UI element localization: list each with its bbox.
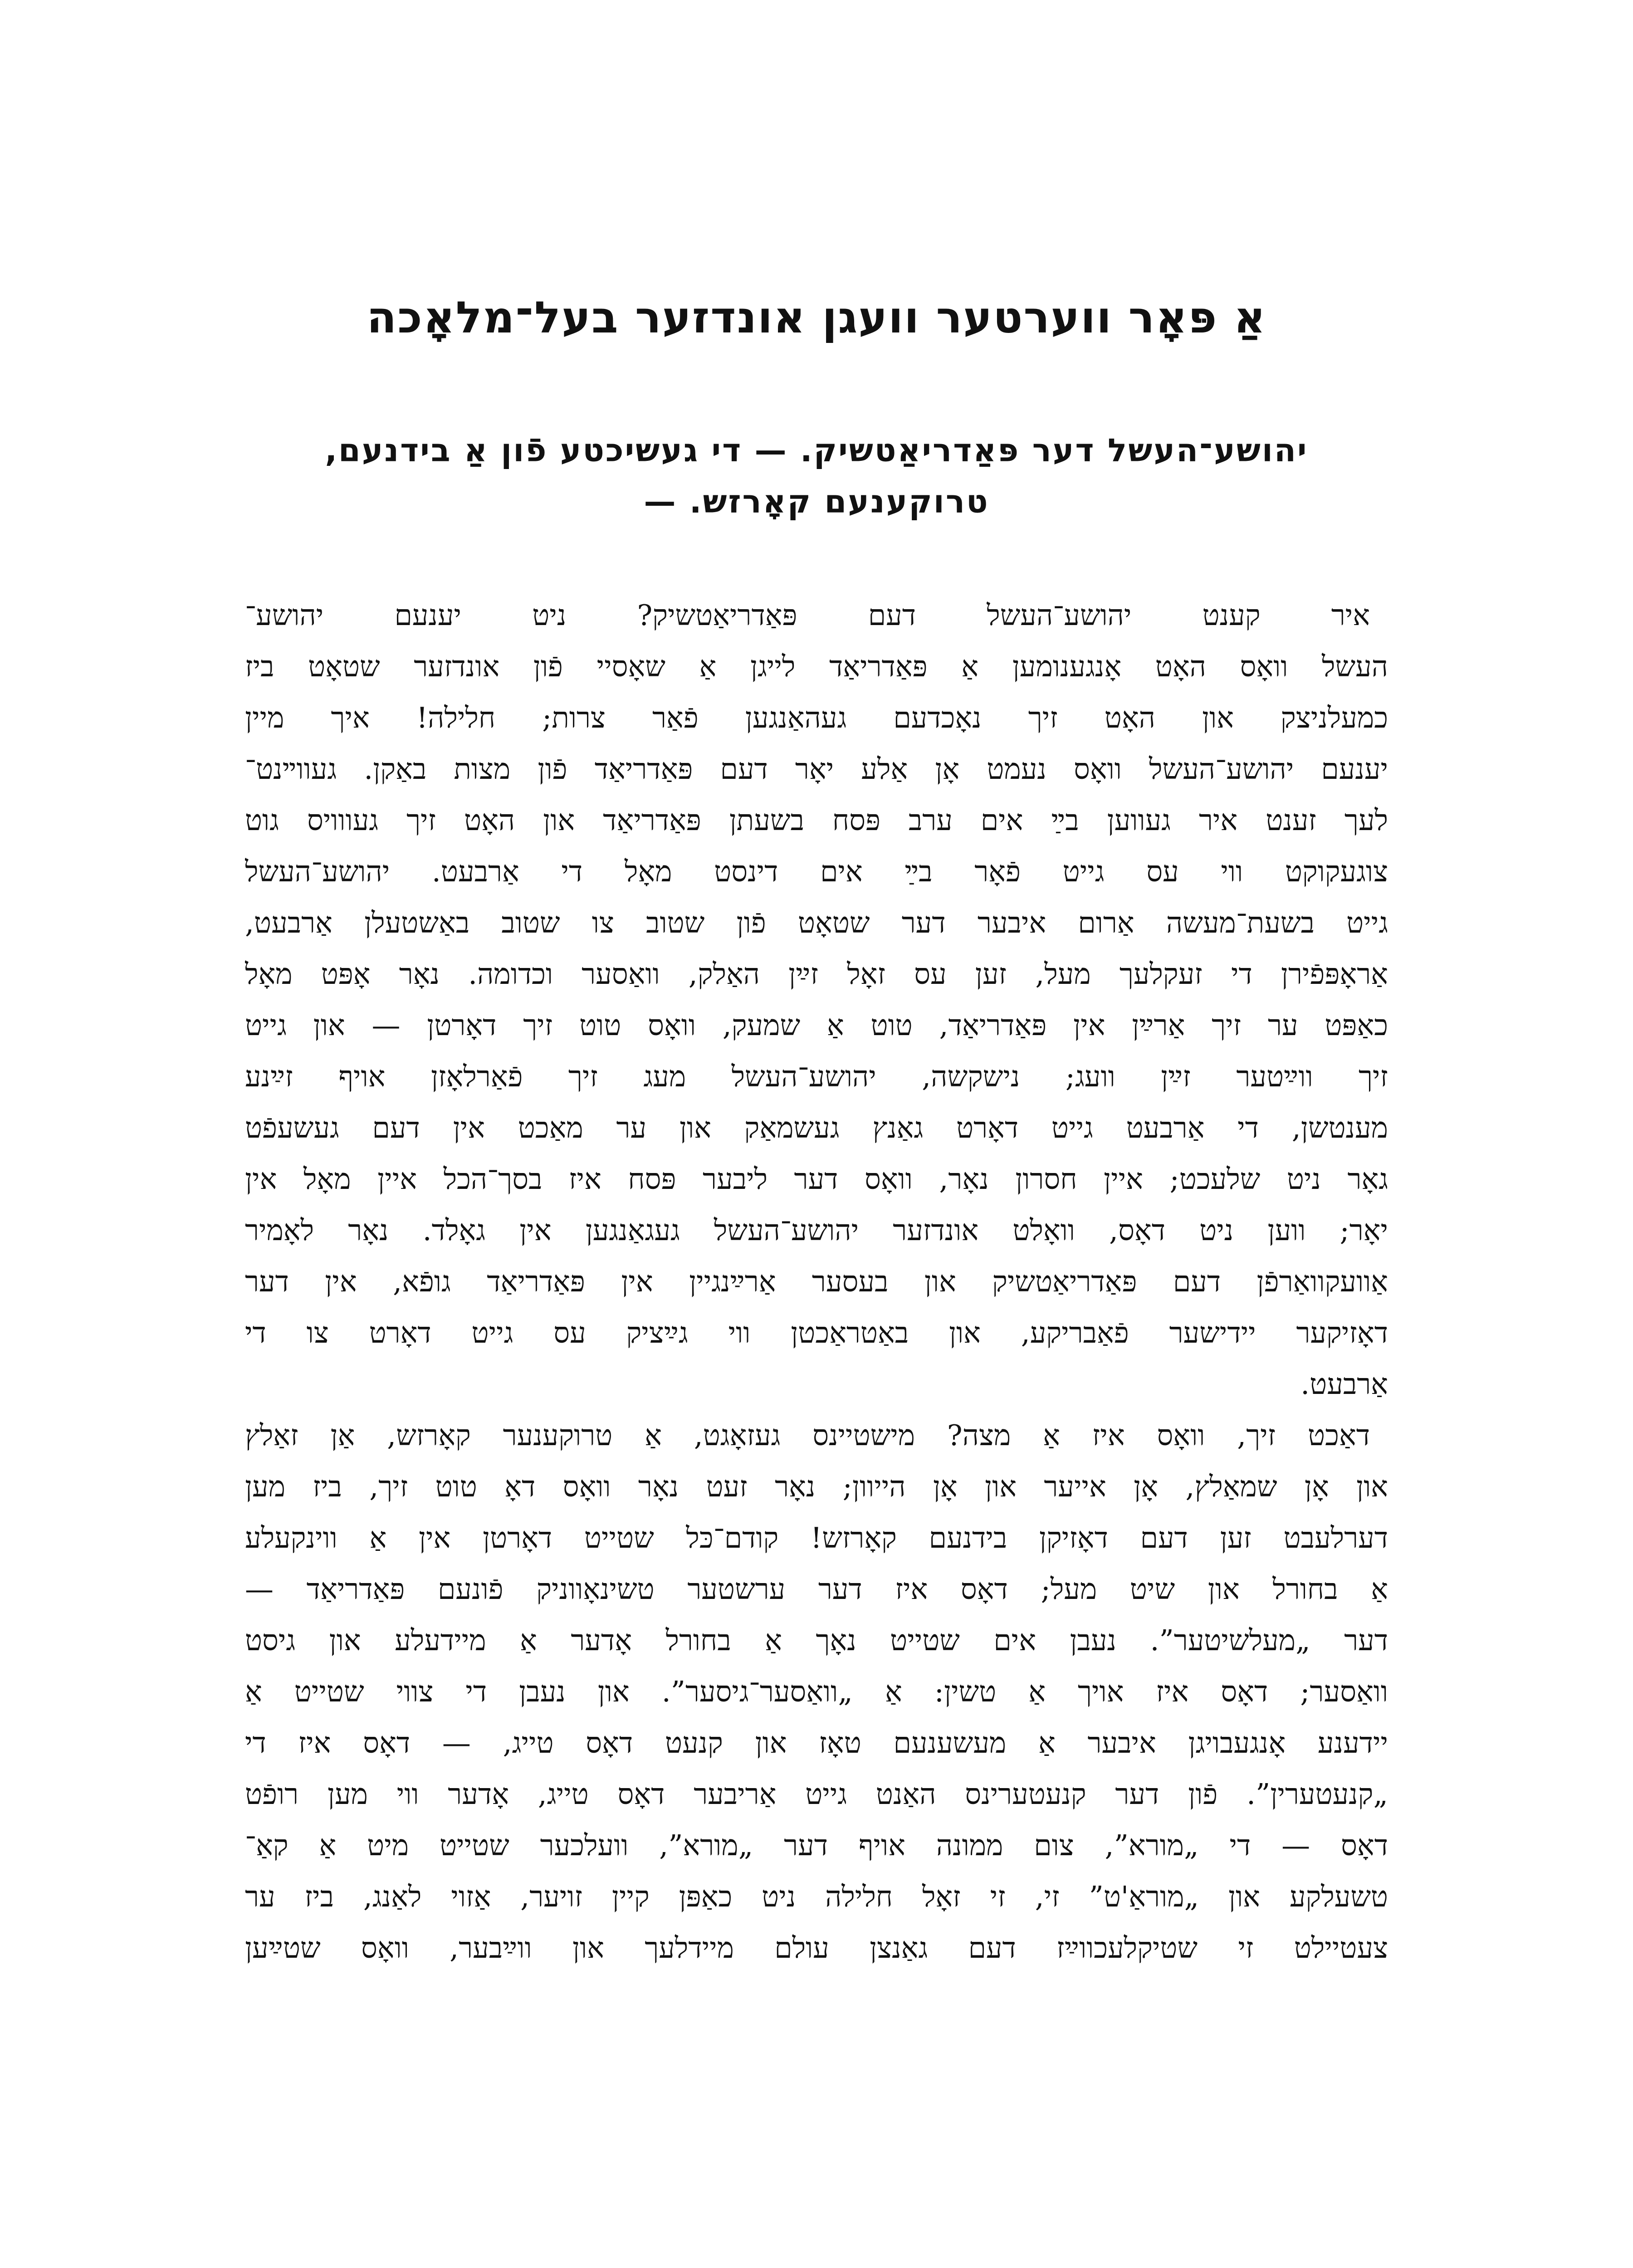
- chapter-title: אַ פּאָר ווערטער וועגן אונדזער בעל־מלאָכה: [367, 292, 1266, 343]
- text-line: גייט בשעת־מעשה אַרום איבער דער שטאָט פֿון שטוב צו שטוב באַשטעלן אַרבעט,: [245, 906, 1388, 939]
- text-line: מענטשן, די אַרבעט גייט דאָרט גאַנץ געשמאַק און ער מאַכט אין דעם געשעפֿט: [245, 1111, 1388, 1144]
- text-line: דער „מעלשיטער”. נעבן אים שטייט נאָך אַ בחורל אָדער אַ מיידעלע און גיסט: [245, 1624, 1388, 1657]
- text-line: גאָר ניט שלעכט; איין חסרון נאָר, וואָס דער ליבער פּסח איז בסך־הכל איין מאָל אין: [245, 1163, 1388, 1196]
- text-line: איר קענט יהושע־העשל דעם פּאַדריאַטשיק? ניט יענעם יהושע־: [245, 599, 1370, 632]
- text-line: אַראָפּפֿירן די זעקלעך מעל, זען עס זאָל זײַן האַלק, וואַסער וכדומה. נאָר אָפּט מאָל: [245, 958, 1388, 991]
- text-line: זיך ווײַטער זײַן וועג; נישקשה, יהושע־העשל מעג זיך פֿאַרלאָזן אויף זײַנע: [245, 1060, 1388, 1093]
- text-line: יענעם יהושע־העשל וואָס נעמט אָן אַלע יאָר דעם פּאַדריאַד פֿון מצות באַקן. געווײנט־: [245, 753, 1388, 786]
- summary-line: יהושע־העשל דער פּאַדריאַטשיק. — די געשיכטע פֿון אַ בידנעם,: [325, 432, 1308, 469]
- chapter-summary: [236, 422, 1397, 524]
- text-line: אַוועקוואַרפֿן דעם פּאַדריאַטשיק און בעסער אַרײַנגיין אין פּאַדריאַד גופֿא, אין דער: [245, 1265, 1388, 1298]
- text-line: דאַכט זיך, וואָס איז אַ מצה? מישטיינס געזאָגט, אַ טרוקענער קאָרזש, אַן זאַלץ: [245, 1419, 1370, 1452]
- text-line: העשל וואָס האָט אָנגענומען אַ פּאַדריאַד לייגן אַ שאָסיי פֿון אונדזער שטאָט ביז: [245, 650, 1388, 683]
- text-line: אַרבעט.: [1301, 1368, 1388, 1401]
- text-line: „קנעטערין”. פֿון דער קנעטערינס האַנט גייט אַריבער דאָס טייג, אָדער ווי מען רופֿט: [245, 1778, 1388, 1811]
- text-line: דאָזיקער יידישער פֿאַבריקע, און באַטראַכטן ווי גײַציק עס גייט דאָרט צו די: [245, 1316, 1388, 1349]
- text-line: וואַסער; דאָס איז אויך אַ טשין: אַ „וואַסער־גיסער”. און נעבן די צווי שטייט אַ: [245, 1675, 1388, 1708]
- text-line: צוגעקוקט ווי עס גייט פֿאָר בײַ אים דינסט מאָל די אַרבעט. יהושע־העשל: [245, 855, 1388, 888]
- text-line: דאָס — די „מורא”, צום ממונה אויף דער „מורא”, וועלכער שטייט מיט אַ קאַ־: [245, 1829, 1388, 1862]
- text-line: און אָן שמאַלץ, אָן אייער און אָן הייוון; נאָר זעט נאָר וואָס דאָ טוט זיך, ביז מען: [245, 1470, 1388, 1503]
- text-line: יידענע אָנגעבויגן איבער אַ מעשענעם טאָז און קנעט דאָס טייג, — דאָס איז די: [245, 1726, 1388, 1760]
- text-line: כאַפּט ער זיך אַרײַן אין פּאַדריאַד, טוט אַ שמעק, וואָס טוט זיך דאָרטן — און גייט: [245, 1009, 1388, 1042]
- text-line: צעטיילט זי שטיקלעכווײַז דעם גאַנצן עולם מיידלעך און ווײַבער, וואָס שטײַען: [245, 1931, 1388, 1965]
- text-line: לעך זענט איר געווען בײַ אים ערב פּסח בשעתן פּאַדריאַד און האָט זיך געווויס גוט: [245, 804, 1388, 837]
- paragraph-1: [245, 590, 1388, 1410]
- text-line: יאָר; ווען ניט דאָס, וואָלט אונדזער יהושע־העשל געגאַנגען אין גאָלד. נאָר לאָמיר: [245, 1214, 1388, 1247]
- body-text: [245, 590, 1388, 1974]
- text-line: טשעלקע און „מוראַ'ט” זי, זי זאָל חלילה ניט כאַפּן קיין זויער, אַזוי לאַנג, ביז ער: [245, 1880, 1388, 1913]
- text-line: דערלעבט זען דעם דאָזיקן בידנעם קאָרזש! קודם־כּל שטייט דאָרטן אין אַ ווינקעלע: [245, 1521, 1388, 1554]
- text-line: אַ בחורל און שיט מעל; דאָס איז דער ערשטער טשינאָווניק פֿונעם פּאַדריאַד —: [245, 1573, 1388, 1606]
- text-line: כמעלניצק און האָט זיך נאָכדעם געהאַנגען פֿאַר צרות; חלילה! איך מיין: [245, 701, 1388, 734]
- paragraph-2: [245, 1410, 1388, 1974]
- summary-line: טרוקענעם קאָרזש. —: [644, 483, 989, 520]
